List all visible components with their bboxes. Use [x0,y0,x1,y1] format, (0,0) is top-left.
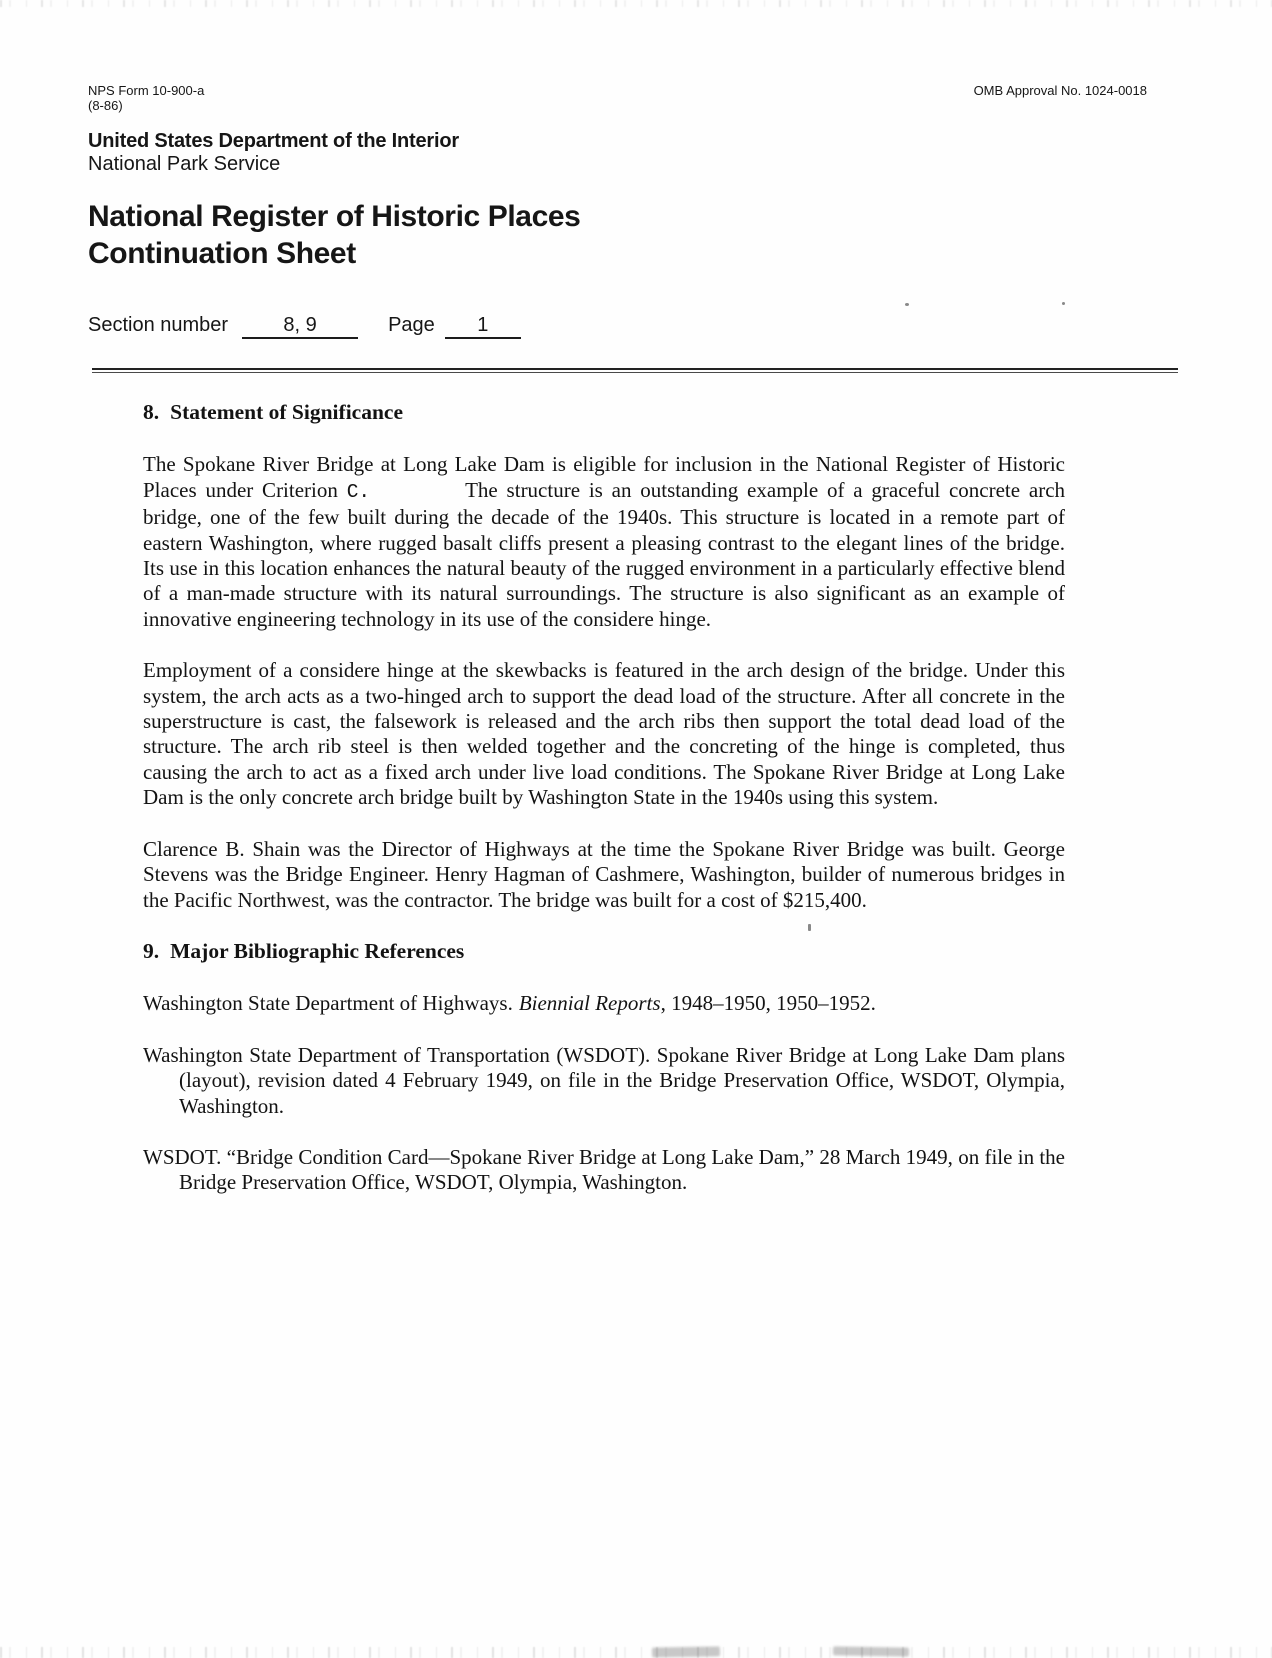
scan-speck [1062,302,1065,305]
section-9-heading-number: 9. [143,938,160,963]
document-title-line1: National Register of Historic Places [88,200,581,233]
scan-noise-top [0,0,1272,7]
document-title [88,198,580,272]
document-title-line2: Continuation Sheet [88,237,356,270]
section-page-row [88,314,521,339]
department-heading: United States Department of the Interior [88,130,459,152]
bibliography-reference-2: Washington State Department of Transportation (WSDOT). Spokane River Bridge at Long Lake Dam plans (layout), revision dated 4 February 1949, on file in the Bridge Preservation Office, WSDOT, Olympia, Washington. [143,1042,1065,1118]
page-number-value: 1 [445,314,521,339]
bibliography-reference-3: WSDOT. “Bridge Condition Card—Spokane River Bridge at Long Lake Dam,” 28 March 1949, on file in the Bridge Preservation Office, WSDOT, Olympia, Washington. [143,1144,1065,1195]
bibliography-reference-1 [143,991,1065,1016]
significance-paragraph-1 [143,452,1065,632]
scan-speck [808,924,811,931]
form-number: NPS Form 10-900-a [88,83,205,98]
scan-noise-bottom [0,1647,1272,1658]
section-8-heading [143,400,1065,425]
significance-paragraph-1-continued: The structure is an outstanding example of a graceful concrete arch bridge, one of the few built during the decade of the 1940s. This structure is located in a remote part of eastern Washington, where rugged basalt cliffs present a pleasing contrast to the elegant lines of the bridge. Its use in this location enhances the natural beauty of the rugged environment in a particularly effective blend of a man-made structure with its natural surroundings. The structure is also significant as an example of innovative engineering technology in its use of the considere hinge. [143,477,1066,631]
reference-1-dates: , 1948–1950, 1950–1952. [660,991,876,1016]
document-body [143,400,1065,1222]
reference-1-title-italic: Biennial Reports [518,991,661,1016]
page-label: Page [388,314,435,336]
section-9-heading [143,939,1065,964]
criterion-typed-value: C. [346,480,371,503]
reference-1-author: Washington State Department of Highways. [143,991,513,1016]
scan-speck [905,303,909,306]
form-number-block [88,83,204,113]
significance-paragraph-2: Employment of a considere hinge at the skewbacks is featured in the arch design of the bridge. Under this system, the arch acts as a two-hinged arch to support the dead load of the structure. After all concrete in the superstructure is cast, the falsework is released and the arch ribs then support the total dead load of the structure. The arch rib steel is then welded together and the concreting of the hinge is completed, thus causing the arch to act as a fixed arch under live load conditions. The Spokane River Bridge at Long Lake Dam is the only concrete arch bridge built by Washington State in the 1940s using this system. [143,658,1065,810]
section-number-value: 8, 9 [242,314,358,339]
section-8-heading-number: 8. [143,400,160,424]
form-edition: (8-86) [88,98,123,113]
omb-approval-number: OMB Approval No. 1024-0018 [973,83,1147,98]
section-8-heading-text: Statement of Significance [170,400,404,424]
header-divider-rule [92,368,1178,373]
section-number-label: Section number [88,314,229,336]
significance-paragraph-1-text: The Spokane River Bridge at Long Lake Dam is eligible for inclusion in the National Register of Historic Places under Criterion [143,452,1065,502]
significance-paragraph-3: Clarence B. Shain was the Director of Highways at the time the Spokane River Bridge was built. George Stevens was the Bridge Engineer. Henry Hagman of Cashmere, Washington, builder of numerous bridges in the Pacific Northwest, was the contractor. The bridge was built for a cost of $215,400. [143,836,1065,912]
bureau-heading: National Park Service [88,153,281,175]
section-9-heading-text: Major Bibliographic References [170,938,465,963]
